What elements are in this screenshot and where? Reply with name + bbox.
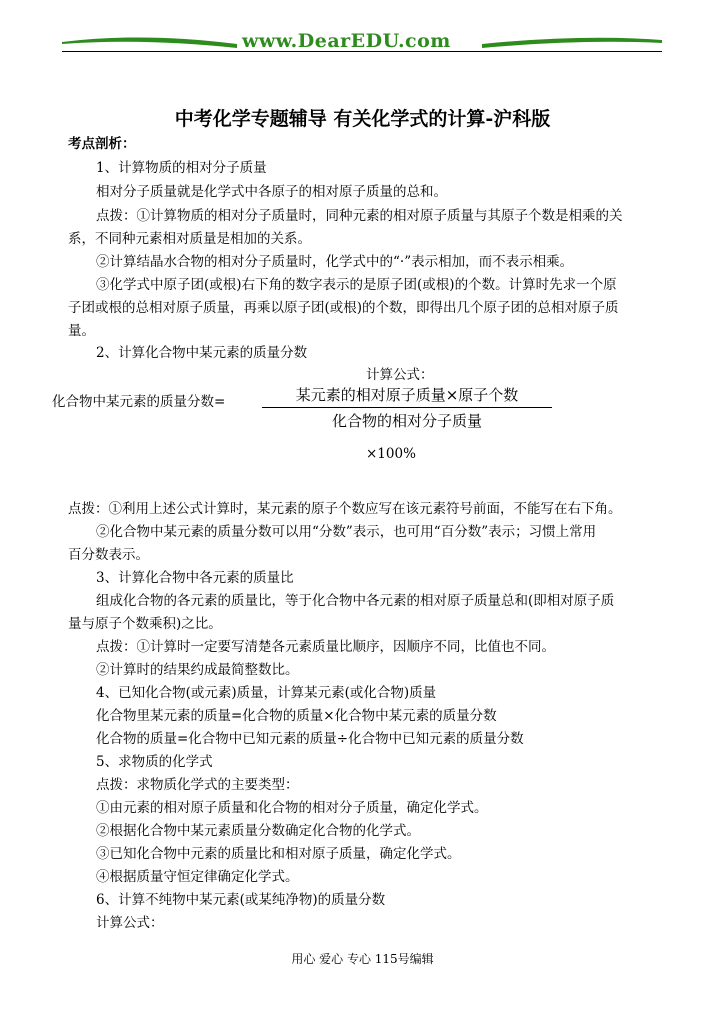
text-line: ②根据化合物中某元素质量分数确定化合物的化学式。	[96, 823, 420, 839]
formula-fraction	[262, 384, 552, 431]
text-line: 2、计算化合物中某元素的质量分数	[96, 345, 308, 361]
text-line: 组成化合物的各元素的质量比，等于化合物中各元素的相对原子质量总和(即相对原子质	[96, 593, 615, 609]
formula-percent: ×100%	[366, 446, 416, 462]
text-line: 量。	[68, 323, 95, 339]
text-line: ③已知化合物中元素的质量比和相对原子质量，确定化学式。	[96, 846, 461, 862]
text-line: 量与原子个数乘积)之比。	[68, 616, 222, 632]
text-line: 百分数表示。	[68, 547, 149, 563]
text-line: 计算公式：	[96, 915, 164, 931]
formula-label: 化合物中某元素的质量分数=	[52, 394, 226, 410]
text-line: 4、已知化合物(或元素)质量，计算某元素(或化合物)质量	[96, 685, 437, 701]
text-line: 6、计算不纯物中某元素(或某纯净物)的质量分数	[96, 892, 386, 908]
text-line: 点拨：①利用上述公式计算时，某元素的原子个数应写在该元素符号前面，不能写在右下角。	[68, 501, 622, 517]
section-heading: 考点剖析：	[68, 136, 136, 152]
page-title: 中考化学专题辅导 有关化学式的计算-沪科版	[174, 108, 551, 130]
text-line: 点拨：①计算时一定要写清楚各元素质量比顺序，因顺序不同，比值也不同。	[96, 639, 555, 655]
text-line: 点拨：①计算物质的相对分子质量时，同种元素的相对原子质量与其原子个数是相乘的关	[96, 208, 623, 224]
formula-denominator: 化合物的相对分子质量	[331, 412, 482, 430]
formula-numerator: 某元素的相对原子质量×原子个数	[262, 384, 552, 408]
text-line: ②化合物中某元素的质量分数可以用“分数”表示，也可用“百分数”表示；习惯上常用	[96, 524, 597, 540]
text-line: ④根据质量守恒定律确定化学式。	[96, 869, 299, 885]
text-line: ①由元素的相对原子质量和化合物的相对分子质量，确定化学式。	[96, 800, 488, 816]
text-line: 3、计算化合物中各元素的质量比	[96, 570, 294, 586]
header-rule	[62, 51, 662, 52]
text-line: ③化学式中原子团(或根)右下角的数字表示的是原子团(或根)的个数。计算时先求一个原	[96, 277, 617, 293]
text-line: ②计算时的结果约成最简整数比。	[96, 662, 299, 678]
text-line: ②计算结晶水合物的相对分子质量时，化学式中的“·”表示相加，而不表示相乘。	[96, 254, 574, 270]
text-line: 点拨：求物质化学式的主要类型：	[96, 777, 299, 793]
text-line: 1、计算物质的相对分子质量	[96, 160, 267, 176]
text-line: 系，不同种元素相对质量是相加的关系。	[68, 231, 311, 247]
text-line: 相对分子质量就是化学式中各原子的相对原子质量的总和。	[96, 184, 447, 200]
text-line: 化合物里某元素的质量=化合物的质量×化合物中某元素的质量分数	[96, 708, 497, 724]
formula-caption: 计算公式：	[366, 367, 434, 383]
text-line: 化合物的质量=化合物中已知元素的质量÷化合物中已知元素的质量分数	[96, 731, 524, 747]
page-footer: 用心 爱心 专心 115号编辑	[291, 952, 434, 966]
header-banner	[62, 28, 662, 58]
text-line: 5、求物质的化学式	[96, 754, 213, 770]
text-line: 子团或根的总相对原子质量，再乘以原子团(或根)的个数，即得出几个原子团的总相对原子质	[68, 300, 619, 316]
site-url: www.DearEDU.com	[242, 30, 451, 52]
